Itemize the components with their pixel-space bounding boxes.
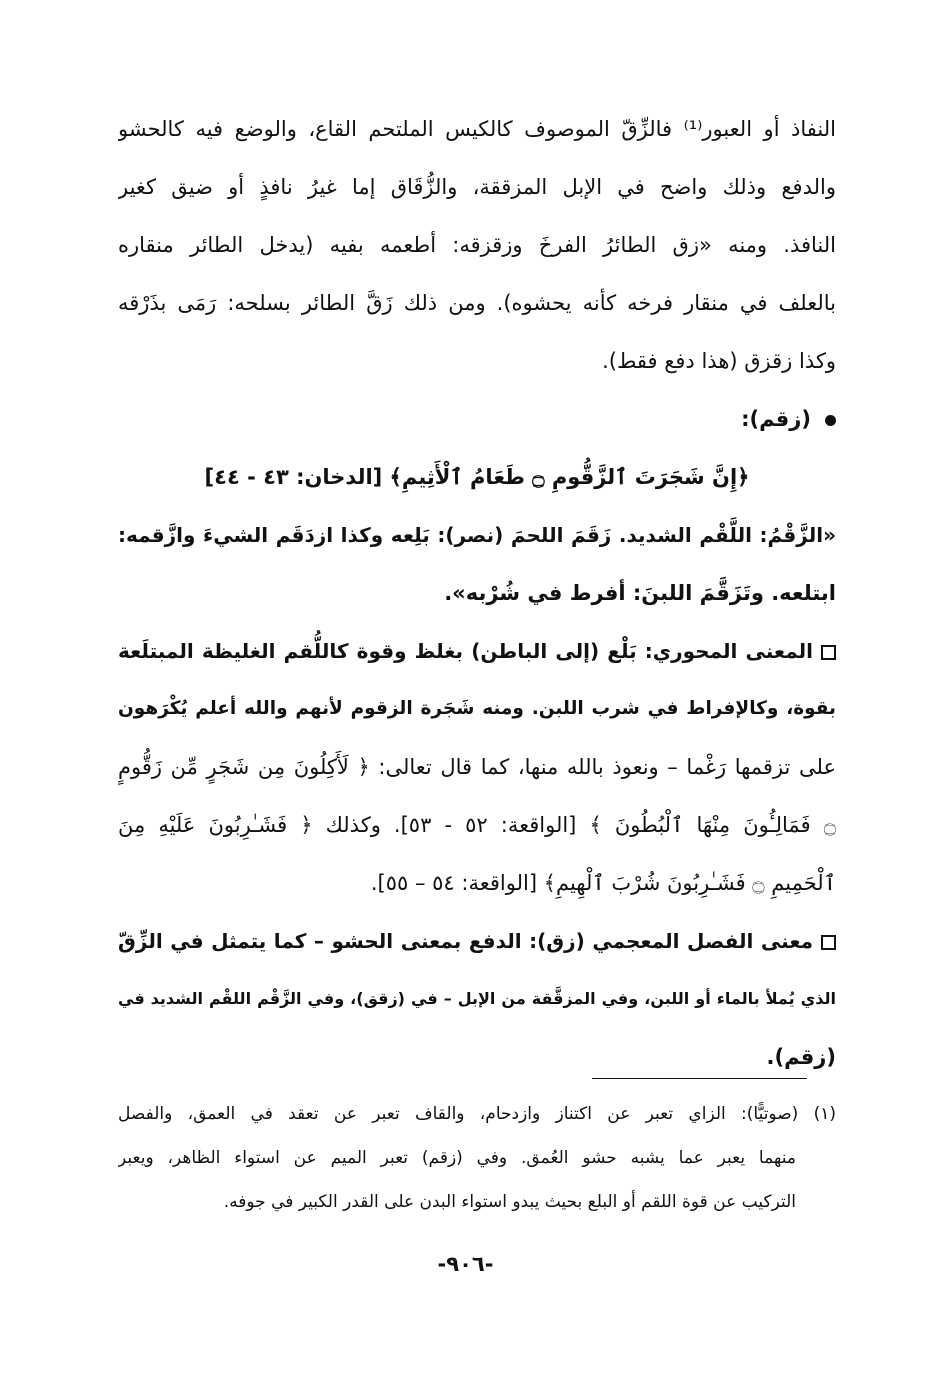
body-line: بالعلف في منقار فرخه كأنه يحشوه). ومن ذلك زَقَّ الطائر بسلحه: رَمَى بذَرْقه bbox=[118, 291, 836, 315]
square-bullet-icon bbox=[821, 935, 836, 950]
entry-heading: (زقم): bbox=[741, 407, 811, 431]
body-line: والدفع وذلك واضح في الإبل المزققة، والزُّقَاق إما غيرُ نافذٍ أو ضيق كغير bbox=[118, 175, 836, 199]
lexical-meaning-text: معنى الفصل المعجمي (زق): الدفع بمعنى الحشو – كما يتمثل في الزِّقّ bbox=[118, 929, 813, 953]
body-line: النافذ. ومنه «زق الطائرُ الفرخَ وزقزقه: أطعمه بفيه (يدخل الطائر منقاره bbox=[118, 233, 836, 257]
footnote-line: التركيب عن قوة اللقم أو البلع بحيث يبدو استواء البدن على القدر الكبير في جوفه. bbox=[223, 1192, 796, 1212]
page-body bbox=[118, 100, 836, 1086]
footnote-divider bbox=[592, 1078, 807, 1079]
footnote-line: منهما يعبر عما يشبه حشو العُمق. وفي (زقم) تعبر الميم عن استواء الظاهر، ويعبر bbox=[118, 1148, 796, 1168]
definition-line: «الزَّقْمُ: اللَّقْم الشديد. زَقَمَ اللحمَ (نصر): بَلِعه وكذا ازدَقَم الشيءَ وازَّقمه: bbox=[118, 523, 836, 547]
definition-line: ابتلعه. وتَزَقَّمَ اللبنَ: أفرط في شُرْبه». bbox=[444, 581, 836, 605]
lexical-meaning-first-line bbox=[118, 912, 836, 970]
page-number: -٩٠٦- bbox=[437, 1252, 494, 1276]
square-bullet-icon bbox=[821, 645, 836, 660]
lexical-meaning-line: الذي يُملأ بالماء أو اللبن، وفي المزقَّقة من الإبل – في (زقق)، وفي الزَّقْم اللقْم الشديد في bbox=[118, 989, 836, 1008]
quran-verse: ﴿إِنَّ شَجَرَتَ ٱلزَّقُّومِ ۝ طَعَامُ ٱلْأَثِيمِ﴾ [الدخان: ٤٣ - ٤٤] bbox=[204, 465, 750, 489]
axial-meaning-line: على تزقمها رَغْما – ونعوذ بالله منها، كما قال تعالى: ﴿ لَأَكِلُونَ مِن شَجَرٍ مِّن زَقُّومٍ bbox=[118, 755, 836, 779]
axial-meaning-line: بقوة، وكالإفراط في شرب اللبن. ومنه شَجَرة الزقوم لأنهم والله أعلم يُكْرَهون bbox=[118, 698, 836, 719]
footnote-line: (١) (صوتيًّا): الزاي تعبر عن اكتناز وازدحام، والقاف تعبر عن تعقد في العمق، والفصل bbox=[118, 1104, 836, 1124]
axial-meaning-text: المعنى المحوري: بَلْع (إلى الباطن) بغلظ وقوة كاللُّقم الغليظة المبتلَعة bbox=[118, 639, 813, 663]
lexical-meaning-line: (زقم). bbox=[766, 1045, 836, 1069]
axial-meaning-first-line bbox=[118, 622, 836, 680]
bullet-icon bbox=[825, 415, 836, 426]
axial-meaning-line: ۝ فَمَالِـُٔونَ مِنْهَا ٱلْبُطُونَ ﴾ [الواقعة: ٥٢ - ٥٣]. وكذلك ﴿ فَشَـٰرِبُونَ عَلَيْهِ مِنَ bbox=[118, 813, 836, 837]
footnotes bbox=[118, 1092, 836, 1224]
body-line: النفاذ أو العبور⁽¹⁾ فالزِّقّ الموصوف كالكيس الملتحم القاع، والوضع فيه كالحشو bbox=[118, 117, 836, 141]
body-line: وكذا زقزق (هذا دفع فقط). bbox=[602, 349, 836, 373]
entry-heading-line bbox=[118, 390, 836, 448]
axial-meaning-line: ٱلْحَمِيمِ ۝ فَشَـٰرِبُونَ شُرْبَ ٱلْهِيمِ﴾ [الواقعة: ٥٤ – ٥٥]. bbox=[370, 871, 836, 895]
